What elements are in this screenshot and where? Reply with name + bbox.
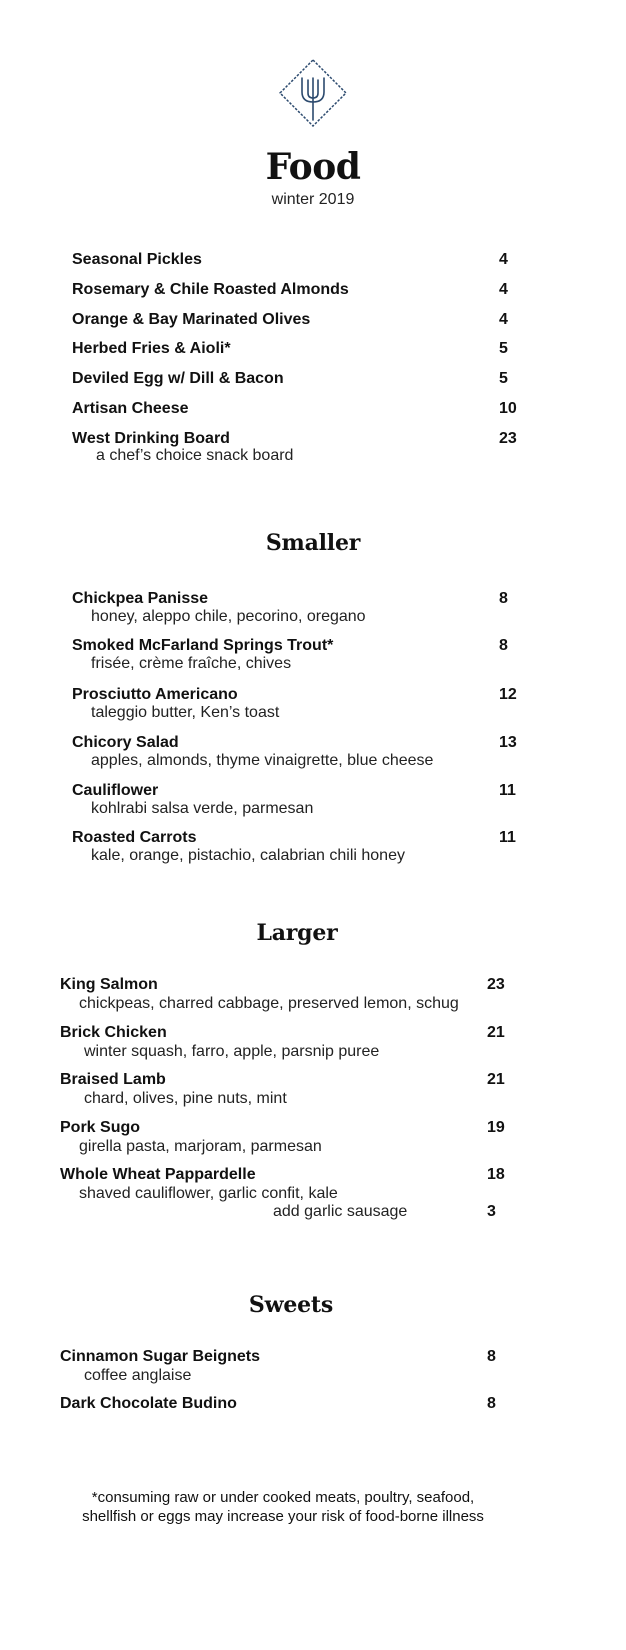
page-title: Food — [265, 146, 361, 188]
item-description: taleggio butter, Ken’s toast — [91, 704, 280, 721]
item-description: winter squash, farro, apple, parsnip puree — [84, 1043, 380, 1060]
item-name: Pork Sugo — [60, 1119, 141, 1136]
item-name: Braised Lamb — [60, 1071, 166, 1088]
disclaimer-line: *consuming raw or under cooked meats, poultry, seafood, — [91, 1489, 475, 1506]
item-price: 23 — [487, 976, 505, 993]
item-name: Artisan Cheese — [72, 400, 189, 417]
item-name: Dark Chocolate Budino — [60, 1395, 237, 1412]
item-price: 10 — [499, 400, 517, 417]
item-price: 21 — [487, 1071, 505, 1088]
item-name: Rosemary & Chile Roasted Almonds — [72, 281, 349, 298]
addon-name: add garlic sausage — [273, 1203, 408, 1220]
item-price: 18 — [487, 1166, 505, 1183]
item-description: chickpeas, charred cabbage, preserved lemon, schug — [79, 995, 459, 1012]
item-description: chard, olives, pine nuts, mint — [84, 1090, 287, 1107]
addon-price: 3 — [487, 1203, 496, 1220]
item-price: 5 — [499, 370, 508, 387]
section-title-larger: Larger — [256, 920, 338, 946]
item-price: 11 — [499, 782, 516, 799]
item-name: Whole Wheat Pappardelle — [60, 1166, 256, 1183]
item-name: King Salmon — [60, 976, 158, 993]
item-name: Chickpea Panisse — [72, 590, 209, 607]
item-price: 8 — [499, 590, 508, 607]
item-name: Smoked McFarland Springs Trout* — [72, 637, 334, 654]
item-price: 4 — [499, 281, 508, 298]
item-price: 8 — [487, 1348, 496, 1365]
item-name: Prosciutto Americano — [72, 686, 238, 703]
item-name: Deviled Egg w/ Dill & Bacon — [72, 370, 284, 387]
item-price: 4 — [499, 311, 508, 328]
item-name: Cinnamon Sugar Beignets — [60, 1348, 261, 1365]
section-title-sweets: Sweets — [248, 1292, 334, 1318]
item-description: apples, almonds, thyme vinaigrette, blue cheese — [91, 752, 434, 769]
item-name: Roasted Carrots — [72, 829, 197, 846]
item-price: 4 — [499, 251, 508, 268]
item-description: shaved cauliflower, garlic confit, kale — [79, 1185, 338, 1202]
item-description: honey, aleppo chile, pecorino, oregano — [91, 608, 366, 625]
section-title-smaller: Smaller — [265, 530, 361, 556]
item-price: 8 — [487, 1395, 496, 1412]
item-name: Chicory Salad — [72, 734, 179, 751]
item-price: 11 — [499, 829, 516, 846]
disclaimer-line: shellfish or eggs may increase your risk of food-borne illness — [82, 1508, 484, 1525]
item-description: frisée, crème fraîche, chives — [91, 655, 292, 672]
item-name: Cauliflower — [72, 782, 159, 799]
item-name: Seasonal Pickles — [72, 251, 202, 268]
item-price: 21 — [487, 1024, 505, 1041]
item-price: 5 — [499, 340, 508, 357]
item-price: 12 — [499, 686, 517, 703]
item-description: girella pasta, marjoram, parmesan — [79, 1138, 322, 1155]
item-price: 8 — [499, 637, 508, 654]
item-name: Orange & Bay Marinated Olives — [72, 311, 311, 328]
item-description: kale, orange, pistachio, calabrian chili honey — [91, 847, 405, 864]
item-price: 13 — [499, 734, 517, 751]
item-name: Herbed Fries & Aioli* — [72, 340, 231, 357]
footer-disclaimer — [0, 1488, 596, 1526]
item-description: coffee anglaise — [84, 1367, 192, 1384]
item-name: Brick Chicken — [60, 1024, 167, 1041]
page-subtitle: winter 2019 — [271, 191, 355, 208]
fork-diamond-icon — [278, 58, 348, 128]
item-name: West Drinking Board — [72, 430, 230, 447]
item-price: 23 — [499, 430, 517, 447]
item-description: kohlrabi salsa verde, parmesan — [91, 800, 314, 817]
item-price: 19 — [487, 1119, 505, 1136]
item-description: a chef’s choice snack board — [96, 447, 294, 464]
